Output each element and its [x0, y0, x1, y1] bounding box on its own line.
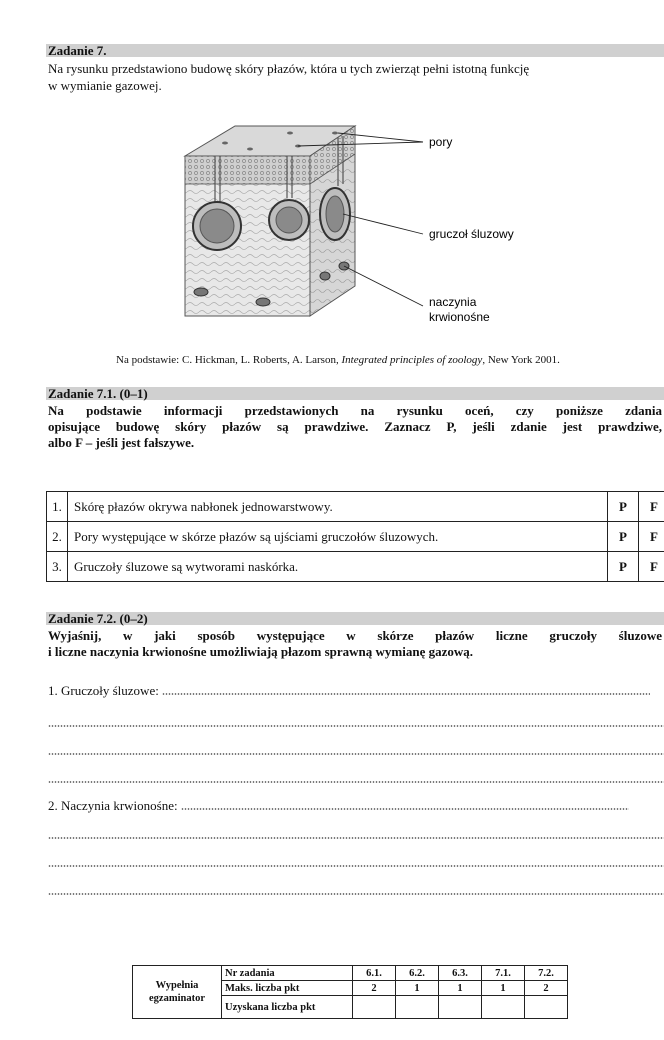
label-mucous-gland: gruczoł śluzowy — [429, 227, 514, 241]
max-points-cell: 2 — [525, 981, 568, 996]
table-row — [47, 522, 664, 552]
answer-f-cell[interactable]: F — [639, 522, 664, 552]
task72-header: Zadanie 7.2. (0–2) — [48, 611, 148, 626]
skin-figure — [175, 116, 525, 344]
obtained-points-cell[interactable] — [353, 996, 396, 1019]
answer1-line[interactable] — [48, 683, 664, 698]
row-number: 1. — [47, 492, 68, 522]
obtained-points-cell[interactable] — [396, 996, 439, 1019]
answer1-dots — [162, 693, 650, 695]
answer1-label: 1. Gruczoły śluzowe: — [48, 683, 163, 698]
answer-p-cell[interactable]: P — [608, 522, 639, 552]
task71-instruction-line3: albo F – jeśli jest fałszywe. — [48, 435, 195, 450]
figure-source — [116, 354, 664, 367]
answer2-dots — [181, 808, 629, 810]
obtained-points-cell[interactable] — [525, 996, 568, 1019]
max-points-cell: 1 — [482, 981, 525, 996]
task-number-cell: 6.1. — [353, 966, 396, 981]
obtained-points-cell[interactable] — [482, 996, 525, 1019]
max-points-cell: 1 — [396, 981, 439, 996]
skin-diagram — [175, 116, 525, 344]
statement-text: Gruczoły śluzowe są wytworami naskórka. — [68, 552, 608, 582]
answer2-line-4[interactable] — [48, 893, 664, 895]
task71-instruction-line2: opisujące budowę skóry płazów są prawdziwe. Zaznacz P, jeśli zdanie jest prawdziwe, — [48, 419, 662, 434]
source-suffix: , New York 2001. — [482, 354, 560, 366]
task-number-cell: 7.2. — [525, 966, 568, 981]
statement-text: Pory występujące w skórze płazów są ujściami gruczołów śluzowych. — [68, 522, 608, 552]
statement-text: Skórę płazów okrywa nabłonek jednowarstwowy. — [68, 492, 608, 522]
label-vessels-line1: naczynia — [429, 295, 477, 309]
label-vessels-line2: krwionośne — [429, 310, 490, 324]
answer-f-cell[interactable]: F — [639, 552, 664, 582]
answer1-line-3[interactable] — [48, 753, 664, 755]
table-row — [47, 552, 664, 582]
answer1-line-2[interactable] — [48, 725, 664, 727]
answer2-label: 2. Naczynia krwionośne: — [48, 798, 181, 813]
task71-header: Zadanie 7.1. (0–1) — [48, 386, 148, 401]
task72-header-bar — [46, 612, 664, 625]
source-title: Integrated principles of zoology — [341, 354, 483, 366]
task7-header: Zadanie 7. — [48, 43, 107, 58]
table-row — [47, 492, 664, 522]
label-pores: pory — [429, 135, 453, 149]
examiner-label: Wypełnia egzaminator — [133, 966, 222, 1019]
source-prefix: Na podstawie: C. Hickman, L. Roberts, A. Larson, — [116, 354, 342, 366]
task-number-cell: 7.1. — [482, 966, 525, 981]
row-label-task-number: Nr zadania — [222, 966, 353, 981]
task-number-cell: 6.2. — [396, 966, 439, 981]
task72-instruction-line1: Wyjaśnij, w jaki sposób występujące w skórze płazów liczne gruczoły śluzowe — [48, 628, 662, 643]
task7-header-bar — [46, 44, 664, 57]
task-number-cell: 6.3. — [439, 966, 482, 981]
row-number: 2. — [47, 522, 68, 552]
row-label-obtained-points: Uzyskana liczba pkt — [222, 996, 353, 1019]
row-number: 3. — [47, 552, 68, 582]
task71-instruction-line1: Na podstawie informacji przedstawionych na rysunku oceń, czy poniższe zdania — [48, 403, 662, 418]
answer-f-cell[interactable]: F — [639, 492, 664, 522]
row-label-max-points: Maks. liczba pkt — [222, 981, 353, 996]
true-false-table — [46, 491, 664, 582]
task7-intro-line1: Na rysunku przedstawiono budowę skóry płazów, która u tych zwierząt pełni istotną funkcję — [48, 61, 530, 76]
answer-p-cell[interactable]: P — [608, 492, 639, 522]
max-points-cell: 1 — [439, 981, 482, 996]
task71-header-bar — [46, 387, 664, 400]
answer1-line-4[interactable] — [48, 781, 664, 783]
answer-p-cell[interactable]: P — [608, 552, 639, 582]
obtained-points-cell[interactable] — [439, 996, 482, 1019]
score-table — [132, 965, 568, 1019]
task72-instruction-line2: i liczne naczynia krwionośne umożliwiają płazom sprawną wymianę gazową. — [48, 644, 474, 659]
task7-intro-line2: w wymianie gazowej. — [48, 78, 162, 93]
answer2-line[interactable] — [48, 798, 664, 813]
max-points-cell: 2 — [353, 981, 396, 996]
answer2-line-2[interactable] — [48, 837, 664, 839]
answer2-line-3[interactable] — [48, 865, 664, 867]
